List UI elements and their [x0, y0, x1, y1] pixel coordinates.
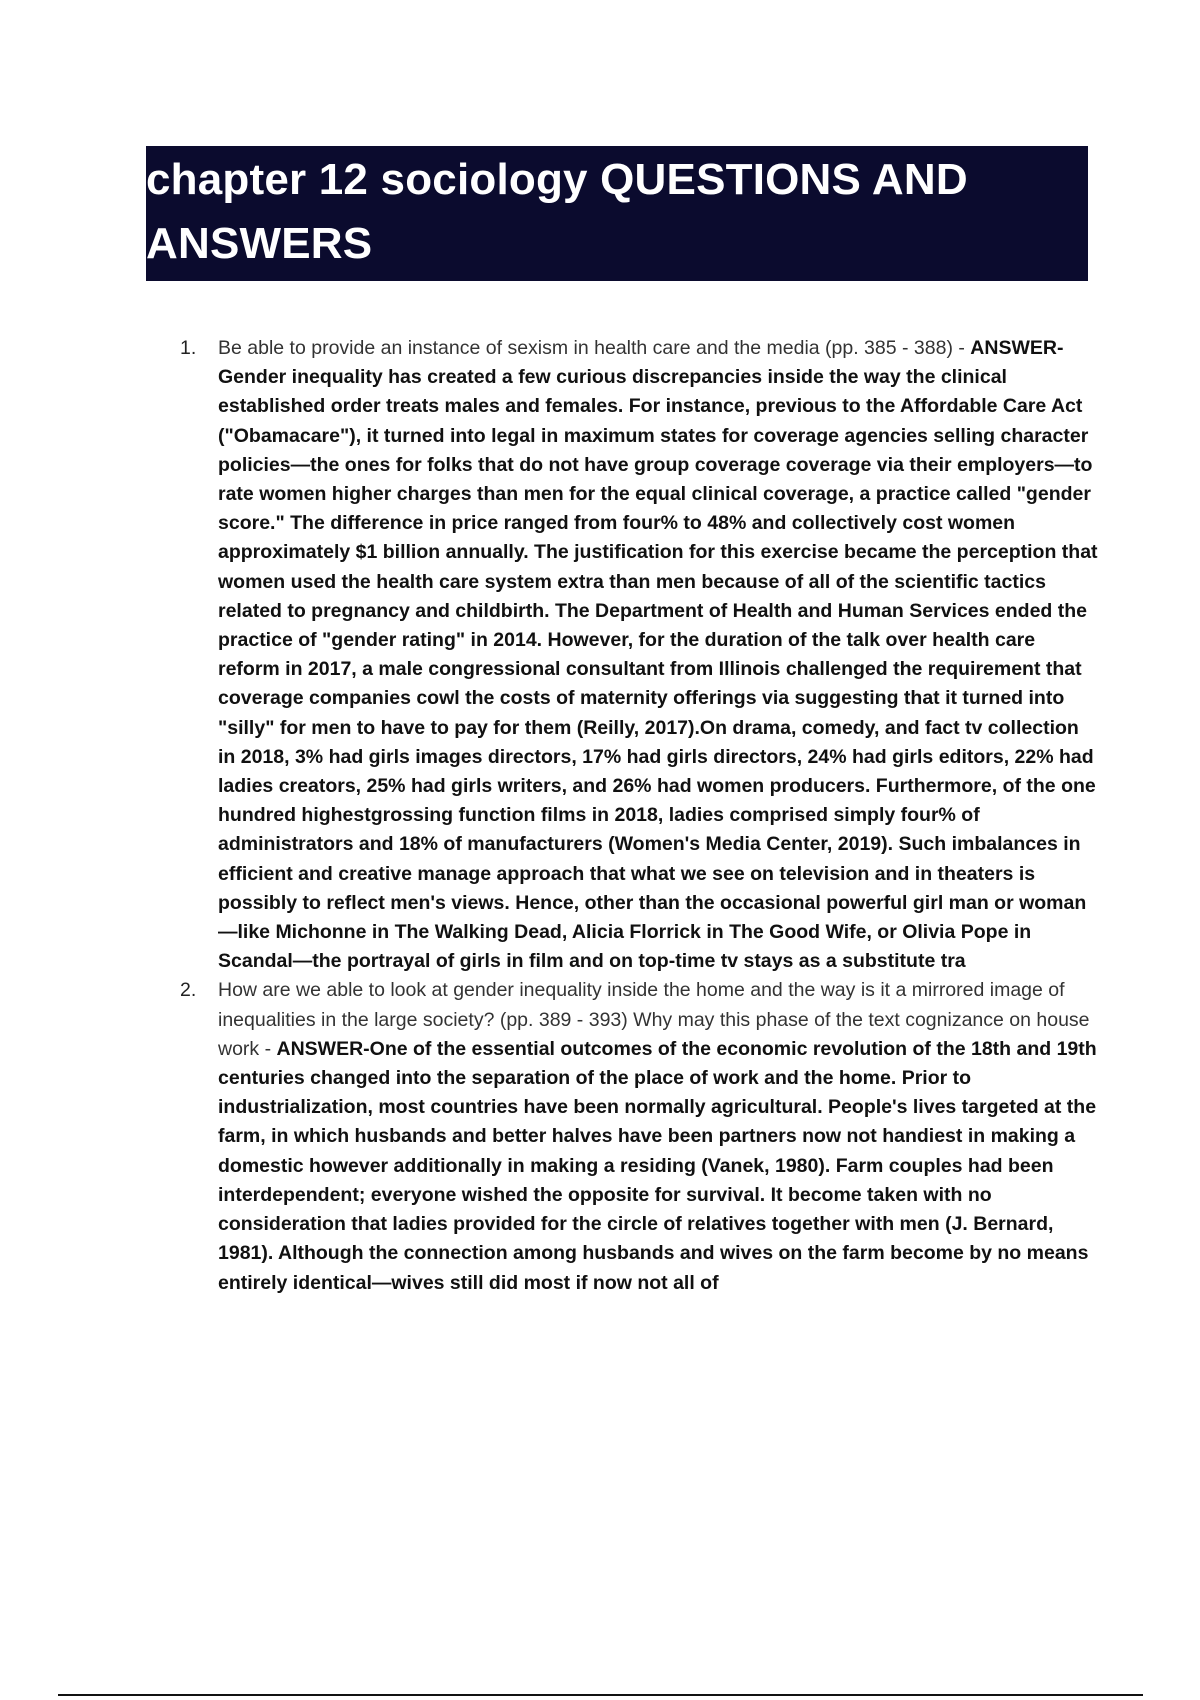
- footer-divider: [58, 1694, 1143, 1696]
- qa-list: [178, 334, 1100, 1298]
- document-title: chapter 12 sociology QUESTIONS AND ANSWERS: [146, 155, 968, 268]
- question-text: Be able to provide an instance of sexism in health care and the media (pp. 385 - 388) -: [218, 337, 971, 359]
- item-number: 1.: [180, 337, 197, 359]
- answer-text: ANSWER-One of the essential outcomes of the economic revolution of the 18th and 19th centuries changed into the separation of the place of work and the home. Prior to industrialization, most countries have been normally agricultural. People's lives targeted at the farm, in which husbands and better halves have been partners now not handiest in making a domestic however additionally in making a residing (Vanek, 1980). Farm couples had been interdependent; everyone wished the opposite for survival. It become taken with no consideration that ladies provided for the circle of relatives together with men (J. Bernard, 1981). Although the connection among husbands and wives on the farm become by no means entirely identical—wives still did most if now not all of: [218, 1037, 1097, 1294]
- item-number: 2.: [180, 979, 197, 1002]
- answer-text: ANSWER-Gender inequality has created a few curious discrepancies inside the way the clinical established order treats males and females. For instance, previous to the Affordable Care Act ("Obamacare"), it turned into legal in maximum states for coverage agencies selling character policies—the ones for folks that do not have group coverage coverage via their employers—to rate women higher charges than men for the equal clinical coverage, a practice called "gender score." The difference in price ranged from four% to 48% and collectively cost women approximately $1 billion annually. The justification for this exercise became the perception that women used the health care system extra than men because of all of the scientific tactics related to pregnancy and childbirth. The Department of Health and Human Services ended the practice of "gender rating" in 2014. However, for the duration of the talk over health care reform in 2017, a male congressional consultant from Illinois challenged the requirement that coverage companies cowl the costs of maternity offerings via suggesting that it turned into "silly" for men to have to pay for them (Reilly, 2017).On drama, comedy, and fact tv collection in 2018, 3% had girls images directors, 17% had girls directors, 24% had girls editors, 22% had ladies creators, 25% had girls writers, and 26% had women producers. Furthermore, of the one hundred highestgrossing function films in 2018, ladies comprised simply four% of administrators and 18% of manufacturers (Women's Media Center, 2019). Such imbalances in efficient and creative manage approach that what we see on television and in theaters is possibly to reflect men's views. Hence, other than the occasional powerful girl man or woman—like Michonne in The Walking Dead, Alicia Florrick in The Good Wife, or Olivia Pope in Scandal—the portrayal of girls in film and on top-time tv stays as a substitute tra: [218, 337, 1098, 973]
- qa-item-1: [178, 334, 1100, 976]
- title-banner: [146, 146, 1088, 281]
- qa-item-2: [178, 976, 1100, 1297]
- question-text: How are we able to look at gender inequality inside the home and the way is it a mirrored image of inequalities in the large society? (pp. 389 - 393) Why may this phase of the text cognizance on house work -: [218, 979, 1090, 1060]
